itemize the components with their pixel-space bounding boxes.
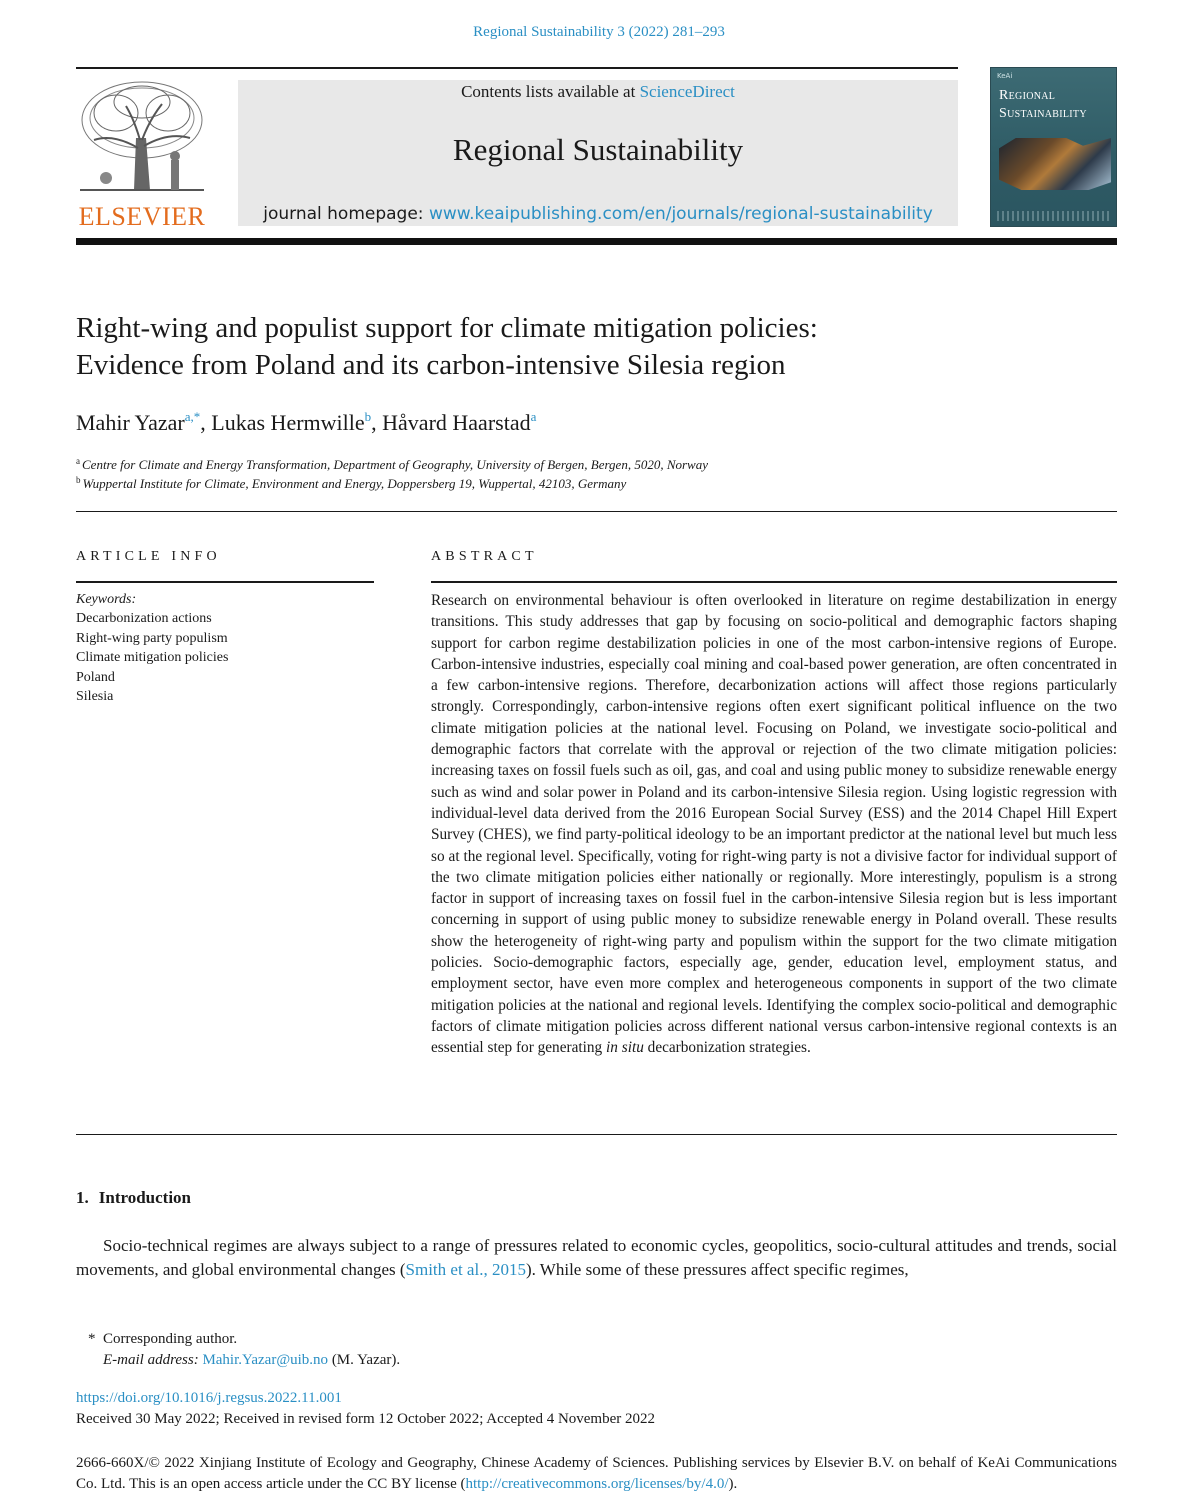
cover-footer-texture [997,211,1111,221]
contents-prefix: Contents lists available at [461,82,640,101]
author-name: Håvard Haarstad [382,410,531,435]
footnote-mark: * [88,1331,96,1347]
citation-link[interactable]: Smith et al., 2015 [405,1260,526,1279]
author-affil-link[interactable]: a,* [184,409,201,424]
intro-text: Socio-technical regimes are always subject to a range of pressures related to economic cycles, geopolitics, socio-cultural attitudes and trends, social movements, and global environmental changes ( [76,1236,1117,1279]
affiliation-text: Wuppertal Institute for Climate, Environment and Energy, Doppersberg 19, Wuppertal, 42103, Germany [82,476,627,491]
elsevier-wordmark: ELSEVIER [78,202,206,231]
abstract-heading: ABSTRACT [431,549,538,564]
author-name: Lukas Hermwille [211,410,365,435]
journal-cover[interactable] [990,67,1117,227]
journal-banner [238,80,958,226]
article-info-rule [76,581,374,583]
section-title: Introduction [98,1188,192,1207]
keyword: Right-wing party populism [76,630,228,646]
journal-reference[interactable]: Regional Sustainability 3 (2022) 281–293 [473,24,725,40]
abstract-italic: in situ [606,1039,644,1057]
article-title-line2: Evidence from Poland and its carbon-intensive Silesia region [76,349,786,381]
email-label: E-mail address: [103,1352,199,1368]
affiliation [76,475,626,492]
abstract-bottom-rule [76,1134,1117,1135]
corresponding-footnote [88,1331,237,1348]
affiliation-text: Centre for Climate and Energy Transformation, Department of Geography, University of Bergen, Bergen, 5020, Norway [82,457,708,472]
email-link[interactable]: Mahir.Yazar@uib.no [202,1352,329,1368]
contents-line [238,82,958,102]
cover-title-line1: Regional [999,88,1056,103]
cover-publisher: KeAi [997,72,1013,80]
author-list [76,409,536,436]
header-top-rule [76,67,958,69]
author-separator: , [371,410,383,435]
received-dates: Received 30 May 2022; Received in revised form 12 October 2022; Accepted 4 November 2022 [76,1411,656,1427]
abstract-body: Research on environmental behaviour is often overlooked in literature on regime destabilization in energy transitions. This study addresses that gap by focusing on socio-political and demographic factors shaping support for carbon regime destabilization policies in one of the most carbon-intensive regions of Europe. Carbon-intensive industries, especially coal mining and coal-based power generation, are often concentrated in a few carbon-intensive regions. Therefore, decarbonization actions will affect those regions particularly strongly. Correspondingly, carbon-intensive regions often exert significant political influence on the two climate mitigation policies at the national level. Focusing on Poland, we investigate socio-political and demographic factors that correlate with the approval or rejection of the two climate mitigation policies: increasing taxes on fossil fuels such as oil, gas, and coal and using public money to subsidize renewable energy such as wind and solar power in Poland and its carbon-intensive Silesia region. Using logistic regression with individual-level data derived from the 2016 European Social Survey (ESS) and the 2014 Chapel Hill Expert Survey (CHES), we find party-political ideology to be an important predictor at the national level but much less so at the regional level. Specifically, voting for right-wing party is not a divisive factor for individual support of the two climate mitigation policies either nationally or regionally. More interestingly, populism is a strong factor in support of increasing taxes on fossil fuel in the carbon-intensive Silesia region but is less important concerning in support of using public money to subsidize renewable energy in Poland overall. These results show the heterogeneity of right-wing party and populism within the support for the two climate mitigation policies. Socio-demographic factors, especially age, gender, education level, employment status, and employment sector, have even more complex and heterogeneous components in support of the two climate mitigation policies at the national and regional levels. Identifying the complex socio-political and demographic factors of climate mitigation policies across different national versus carbon-intensive regional contexts is an essential step for generating [431,592,1117,1057]
abstract-text [431,590,1117,1059]
header-thick-rule [76,238,1117,245]
keyword: Decarbonization actions [76,611,212,627]
affiliation [76,456,708,473]
author-name: Mahir Yazar [76,410,185,435]
introduction-body [76,1234,1117,1282]
section-number: 1. [76,1188,89,1207]
intro-text-end: ). While some of these pressures affect specific regimes, [525,1260,909,1279]
copyright-end: ). [728,1476,738,1492]
cover-photo [999,138,1111,190]
email-footnote [103,1352,400,1369]
homepage-link[interactable]: www.keaipublishing.com/en/journals/regional-sustainability [428,204,933,224]
abstract-end: decarbonization strategies. [643,1039,811,1057]
keyword: Climate mitigation policies [76,650,229,666]
cover-title-line2: Sustainability [999,106,1087,121]
sciencedirect-link[interactable]: ScienceDirect [639,82,735,101]
homepage-prefix: journal homepage: [263,204,429,224]
doi-link[interactable]: https://doi.org/10.1016/j.regsus.2022.11.001 [76,1390,342,1406]
author-separator: , [200,410,212,435]
elsevier-logo [76,78,208,231]
article-title-line1: Right-wing and populist support for climate mitigation policies: [76,312,818,344]
abstract-rule [431,581,1117,583]
keywords-block [76,590,376,706]
journal-name: Regional Sustainability [452,132,744,167]
keyword: Silesia [76,689,114,705]
license-link[interactable]: http://creativecommons.org/licenses/by/4.0/ [465,1476,729,1492]
journal-homepage [238,204,958,224]
copyright-notice [76,1453,1117,1495]
keyword: Poland [76,669,115,685]
introduction-heading [76,1188,191,1208]
author-affil-link[interactable]: b [364,409,372,424]
email-suffix: (M. Yazar). [331,1352,401,1368]
footnote-text: Corresponding author. [103,1331,238,1347]
keywords-label: Keywords: [76,592,137,607]
article-info-heading: ARTICLE INFO [76,549,221,564]
copyright-text: 2666-660X/© 2022 Xinjiang Institute of Ecology and Geography, Chinese Academy of Sciences. Publishing services by Elsevier B.V. on behalf of KeAi Communications Co. Ltd. This is an open access article under the CC BY license ( [76,1455,1117,1492]
affiliation-mark: b [76,475,81,485]
affiliation-rule [76,511,1117,512]
cover-title [999,87,1114,123]
article-title [76,310,1117,384]
author-affil-link[interactable]: a [530,409,537,424]
elsevier-tree-icon [76,78,208,200]
affiliation-mark: a [76,456,80,466]
